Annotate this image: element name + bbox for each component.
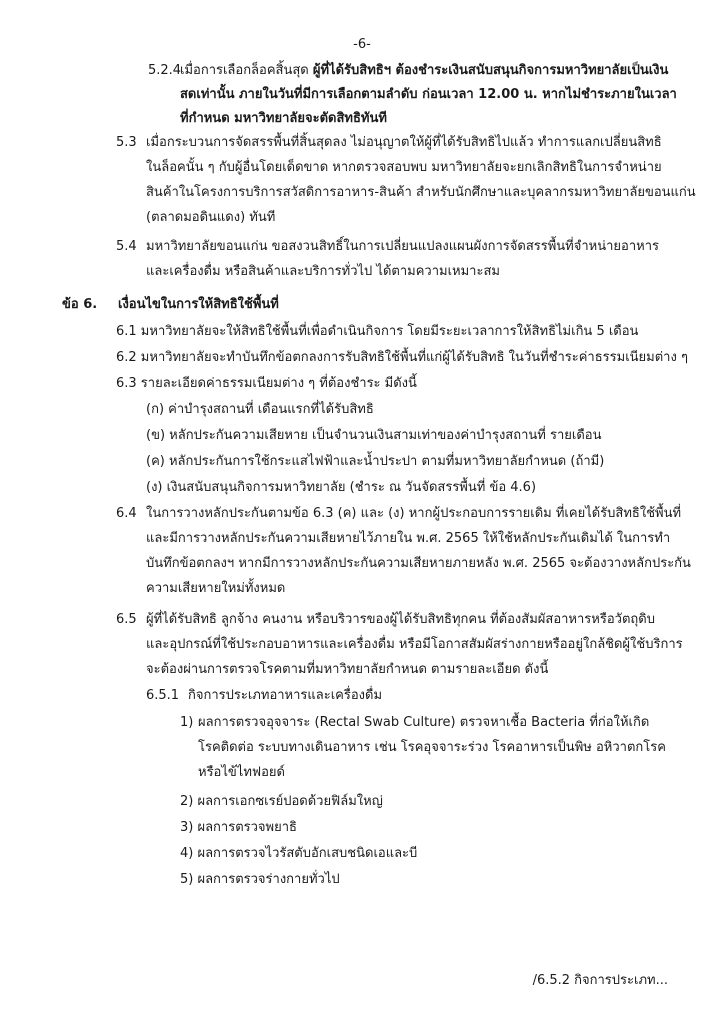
item-6-5-line2: และอุปกรณ์ที่ใช้ประกอบอาหารและเครื่องดื่ม หรือมีโอกาสสัมผัสร่างกายหรืออยู่ใกล้ชิดผู้ใช้บริการ — [146, 637, 683, 652]
page-number: -6- — [353, 37, 371, 52]
item-6-5-1-title: กิจการประเภทอาหารและเครื่องดื่ม — [188, 688, 383, 703]
check-2: 2) ผลการเอกซเรย์ปอดด้วยฟิล์มใหญ่ — [180, 794, 383, 809]
item-5-2-4-lead: เมื่อการเลือกล็อคสิ้นสุด — [180, 63, 309, 78]
item-6-2: 6.2 มหาวิทยาลัยจะทำบันทึกข้อตกลงการรับสิทธิใช้พื้นที่แก่ผู้ได้รับสิทธิ ในวันที่ชำระค่าธรรมเนียมต่าง ๆ — [116, 350, 688, 365]
check-1-line2: โรคติดต่อ ระบบทางเดินอาหาร เช่น โรคอุจจาระร่วง โรคอาหารเป็นพิษ อหิวาตกโรค — [198, 740, 666, 755]
item-5-2-4-bold: ผู้ที่ได้รับสิทธิฯ ต้องชำระเงินสนับสนุนกิจการมหาวิทยาลัยเป็นเงิน — [312, 63, 669, 78]
item-6-5-line1: ผู้ที่ได้รับสิทธิ ลูกจ้าง คนงาน หรือบริวารของผู้ได้รับสิทธิทุกคน ที่ต้องสัมผัสอาหารหรือวัตถุดิบ — [146, 612, 655, 627]
item-5-2-4-line2: สดเท่านั้น ภายในวันที่มีการเลือกตามลำดับ ก่อนเวลา 12.00 น. หากไม่ชำระภายในเวลา — [180, 87, 677, 102]
fee-item-b: (ข) หลักประกันความเสียหาย เป็นจำนวนเงินสามเท่าของค่าบำรุงสถานที่ รายเดือน — [146, 428, 602, 443]
item-6-5-line3: จะต้องผ่านการตรวจโรคตามที่มหาวิทยาลัยกำหนด ตามรายละเอียด ดังนี้ — [146, 662, 549, 677]
item-5-4-line2: และเครื่องดื่ม หรือสินค้าและบริการทั่วไป ได้ตามความเหมาะสม — [146, 264, 500, 279]
item-6-3: 6.3 รายละเอียดค่าธรรมเนียมต่าง ๆ ที่ต้องชำระ มีดังนี้ — [116, 376, 417, 391]
item-5-3-line3: สินค้าในโครงการบริการสวัสดิการอาหาร-สินค้า สำหรับนักศึกษาและบุคลากรมหาวิทยาลัยขอนแก่น — [146, 185, 696, 200]
item-5-2-4-line1 — [180, 62, 668, 80]
item-6-5-1-number: 6.5.1 — [146, 688, 180, 703]
check-1-line3: หรือไข้ไทฟอยด์ — [198, 765, 285, 780]
item-5-4-number: 5.4 — [116, 239, 137, 254]
item-5-2-4-line3: ที่กำหนด มหาวิทยาลัยจะตัดสิทธิทันที — [180, 111, 387, 126]
item-5-3-line1: เมื่อกระบวนการจัดสรรพื้นที่สิ้นสุดลง ไม่อนุญาตให้ผู้ที่ได้รับสิทธิไปแล้ว ทำการแลกเปลี่ยนสิทธิ — [146, 135, 662, 150]
item-6-1: 6.1 มหาวิทยาลัยจะให้สิทธิใช้พื้นที่เพื่อดำเนินกิจการ โดยมีระยะเวลาการให้สิทธิไม่เกิน 5 เดือน — [116, 324, 639, 339]
continuation-note: /6.5.2 กิจการประเภท... — [532, 973, 668, 988]
item-5-3-number: 5.3 — [116, 135, 137, 150]
item-5-3-line2: ในล็อคนั้น ๆ กับผู้อื่นโดยเด็ดขาด หากตรวจสอบพบ มหาวิทยาลัยจะยกเลิกสิทธิในการจำหน่าย — [146, 160, 662, 175]
item-6-4-line4: ความเสียหายใหม่ทั้งหมด — [146, 581, 286, 596]
item-6-5-number: 6.5 — [116, 612, 137, 627]
fee-item-d: (ง) เงินสนับสนุนกิจการมหาวิทยาลัย (ชำระ ณ วันจัดสรรพื้นที่ ข้อ 4.6) — [146, 480, 537, 495]
section-6-title: เงื่อนไขในการให้สิทธิใช้พื้นที่ — [118, 297, 279, 312]
fee-item-a: (ก) ค่าบำรุงสถานที่ เดือนแรกที่ได้รับสิทธิ — [146, 402, 374, 417]
section-6-label: ข้อ 6. — [62, 297, 98, 312]
item-5-3-line4: (ตลาดมอดินแดง) ทันที — [146, 210, 276, 225]
item-6-4-number: 6.4 — [116, 506, 137, 521]
item-5-4-line1: มหาวิทยาลัยขอนแก่น ขอสงวนสิทธิ์ในการเปลี่ยนแปลงแผนผังการจัดสรรพื้นที่จำหน่ายอาหาร — [146, 239, 659, 254]
fee-item-c: (ค) หลักประกันการใช้กระแสไฟฟ้าและน้ำประปา ตามที่มหาวิทยาลัยกำหนด (ถ้ามี) — [146, 454, 605, 469]
check-1-number: 1) — [180, 715, 194, 730]
item-6-4-line1: ในการวางหลักประกันตามข้อ 6.3 (ค) และ (ง) หากผู้ประกอบการรายเดิม ที่เคยได้รับสิทธิใช้พื้นที่ — [146, 506, 682, 521]
check-1-line1: ผลการตรวจอุจจาระ (Rectal Swab Culture) ตรวจหาเชื้อ Bacteria ที่ก่อให้เกิด — [198, 715, 650, 730]
item-6-4-line2: และมีการวางหลักประกันความเสียหายไว้ภายใน พ.ศ. 2565 ให้ใช้หลักประกันเดิมได้ ในการทำ — [146, 531, 671, 546]
check-5: 5) ผลการตรวจร่างกายทั่วไป — [180, 872, 340, 887]
check-4: 4) ผลการตรวจไวรัสตับอักเสบชนิดเอและบี — [180, 846, 418, 861]
item-6-4-line3: บันทึกข้อตกลงฯ หากมีการวางหลักประกันความเสียหายภายหลัง พ.ศ. 2565 จะต้องวางหลักประกัน — [146, 556, 691, 571]
item-5-2-4-number: 5.2.4 — [148, 63, 182, 78]
check-3: 3) ผลการตรวจพยาธิ — [180, 820, 297, 835]
